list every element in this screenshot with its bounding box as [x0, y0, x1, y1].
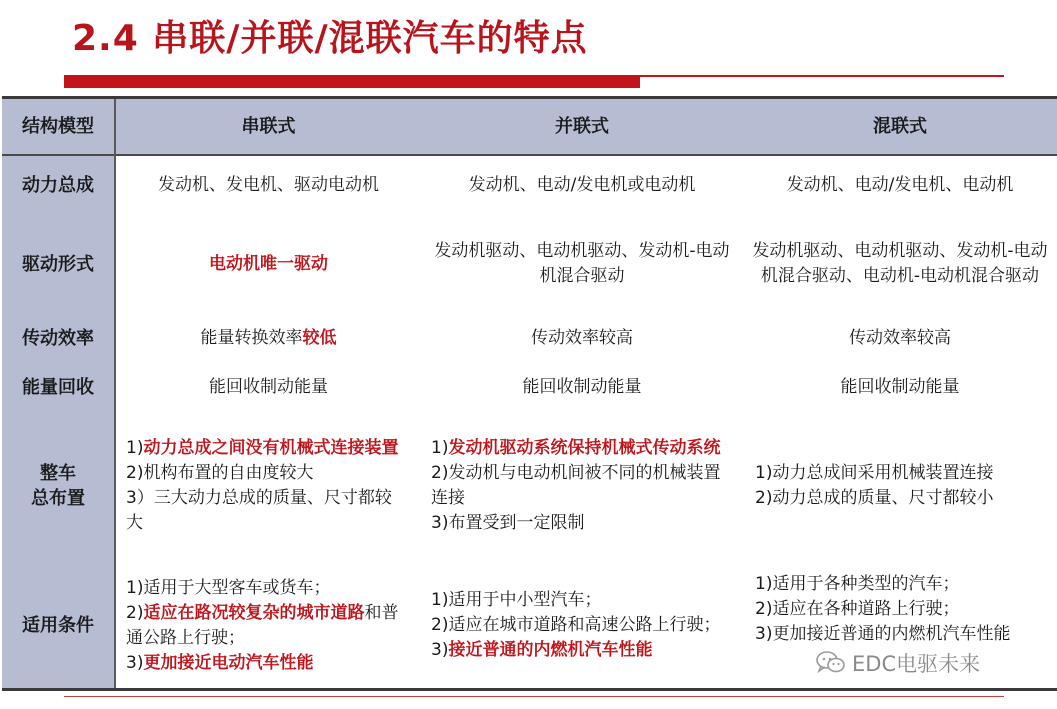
- efficiency-series-cell: [116, 314, 421, 362]
- header-parallel: 并联式: [555, 116, 609, 137]
- conditions-parallel-item-3: 3)接近普通的内燃机汽车性能: [431, 640, 653, 660]
- comparison-table: [2, 96, 1057, 691]
- efficiency-hybrid-cell: 传动效率较高: [849, 327, 951, 348]
- layout-hybrid-cell: [743, 412, 1057, 560]
- row-label-power: 动力总成: [22, 174, 94, 196]
- conditions-series-item-3: 3)更加接近电动汽车性能: [126, 652, 314, 673]
- conditions-series-item-2: 2)适应在路况较复杂的城市道路和普通公路上行驶；: [126, 602, 399, 648]
- layout-series-item-1: 1)动力总成之间没有机械式连接装置: [126, 438, 399, 458]
- power-parallel-cell: 发动机、电动/发电机或电动机: [468, 174, 696, 195]
- conditions-parallel-item-2: 2)适应在城市道路和高速公路上行驶；: [431, 615, 721, 635]
- row-label-efficiency: 传动效率: [22, 327, 94, 349]
- row-label-layout-line2: 总布置: [31, 488, 85, 509]
- bottom-divider: [64, 696, 1004, 697]
- layout-series-cell: [116, 412, 421, 560]
- layout-hybrid-item-1: 1)动力总成间采用机械装置连接: [755, 463, 994, 483]
- title-accent-bar: [64, 76, 640, 88]
- recovery-hybrid-cell: 能回收制动能量: [840, 376, 960, 397]
- efficiency-parallel-cell: 传动效率较高: [531, 327, 633, 348]
- row-label-drive: 驱动形式: [22, 253, 94, 275]
- recovery-series-cell: 能回收制动能量: [209, 376, 328, 397]
- layout-parallel-item-3: 3)布置受到一定限制: [431, 513, 585, 533]
- layout-parallel-item-2: 2)发动机与电动机间被不同的机械装置连接: [431, 463, 721, 508]
- conditions-series-item-1: 1)适用于大型客车或货车；: [126, 577, 331, 598]
- drive-hybrid-cell: 发动机驱动、电动机驱动、发动机-电动机混合驱动、电动机-电动机混合驱动: [752, 241, 1048, 286]
- layout-parallel-item-1: 1)发动机驱动系统保持机械式传动系统: [431, 438, 721, 458]
- layout-parallel-cell: [421, 412, 743, 560]
- row-label-layout-line1: 整车: [40, 463, 76, 484]
- conditions-hybrid-item-3: 3)更加接近普通的内燃机汽车性能: [755, 624, 1011, 644]
- layout-series-item-3: 3）三大动力总成的质量、尺寸都较大: [126, 488, 392, 533]
- header-hybrid: 混联式: [873, 116, 927, 137]
- power-series-cell: 发动机、发电机、驱动电动机: [158, 174, 379, 195]
- conditions-hybrid-item-2: 2)适应在各种道路上行驶；: [755, 599, 960, 619]
- conditions-parallel-item-1: 1)适用于中小型汽车；: [431, 590, 602, 610]
- conditions-series-cell: [116, 560, 421, 691]
- row-label-layout: [2, 412, 114, 560]
- watermark: [816, 648, 980, 678]
- header-structure-model: 结构模型: [22, 116, 94, 137]
- drive-series-cell: 电动机唯一驱动: [209, 253, 328, 274]
- recovery-parallel-cell: 能回收制动能量: [522, 376, 642, 397]
- header-series: 串联式: [241, 116, 296, 137]
- watermark-text: EDC电驱未来: [852, 652, 981, 676]
- row-label-conditions: 适用条件: [22, 615, 94, 636]
- wechat-icon: [816, 650, 846, 676]
- layout-series-item-2: 2)机构布置的自由度较大: [126, 463, 314, 483]
- layout-hybrid-item-2: 2)动力总成的质量、尺寸都较小: [755, 488, 994, 508]
- slide-title: 2.4 串联/并联/混联汽车的特点: [72, 18, 588, 59]
- conditions-parallel-cell: [421, 560, 743, 691]
- efficiency-series-text: 能量转换效率: [200, 327, 303, 348]
- power-hybrid-cell: 发动机、电动/发电机、电动机: [786, 174, 1014, 195]
- drive-parallel-cell: 发动机驱动、电动机驱动、发动机-电动机混合驱动: [434, 241, 730, 286]
- efficiency-series-highlight: 较低: [302, 327, 337, 348]
- row-label-recovery: 能量回收: [22, 376, 94, 398]
- conditions-hybrid-item-1: 1)适用于各种类型的汽车；: [755, 574, 960, 594]
